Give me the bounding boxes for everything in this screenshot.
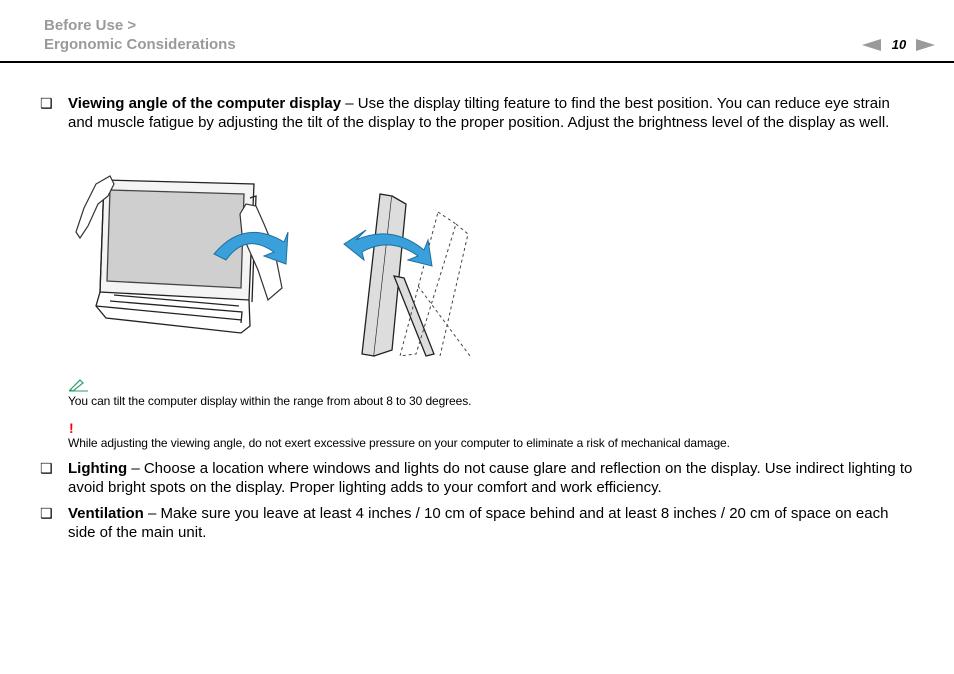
warning-text: While adjusting the viewing angle, do not exert excessive pressure on your computer to eliminate a risk of mechanical damage.	[68, 436, 730, 450]
item-lighting	[68, 459, 918, 497]
page-number: 10	[891, 37, 907, 52]
breadcrumb-parent[interactable]: Before Use >	[44, 17, 137, 34]
header-divider	[0, 61, 954, 63]
checkbox-bullet-icon: ❑	[40, 506, 53, 522]
next-page-arrow-icon[interactable]	[916, 39, 935, 51]
checkbox-bullet-icon: ❑	[40, 96, 53, 112]
item-text: – Choose a location where windows and lights do not cause glare and reflection on the display. Use indirect lighting to avoid bright spots on the display. Proper lighting adds to your comfort and work efficiency.	[68, 460, 913, 496]
item-ventilation	[68, 504, 918, 542]
tilted-outline	[400, 212, 470, 356]
item-title: Viewing angle of the computer display	[68, 95, 342, 112]
breadcrumb-current: Ergonomic Considerations	[44, 36, 236, 53]
item-title: Ventilation	[68, 505, 144, 522]
previous-page-arrow-icon[interactable]	[862, 39, 881, 51]
warning-mark: !	[69, 420, 74, 436]
pencil-note-icon	[68, 378, 90, 392]
item-title: Lighting	[68, 460, 128, 477]
note-text: You can tilt the computer display within the range from about 8 to 30 degrees.	[68, 394, 472, 408]
page-navigator	[862, 37, 936, 53]
item-text: – Use the display tilting feature to find the best position. You can reduce eye strain and muscle fatigue by adjusting the tilt of the display to the proper position. Adjust the brightness level of the display as well.	[68, 95, 890, 131]
monitor-front-view	[96, 180, 256, 333]
item-text: – Make sure you leave at least 4 inches / 10 cm of space behind and at least 8 inches / 20 cm of space on each side of the main unit.	[68, 505, 889, 541]
checkbox-bullet-icon: ❑	[40, 461, 53, 477]
display-tilt-illustration	[74, 168, 474, 363]
item-viewing-angle	[68, 94, 918, 132]
